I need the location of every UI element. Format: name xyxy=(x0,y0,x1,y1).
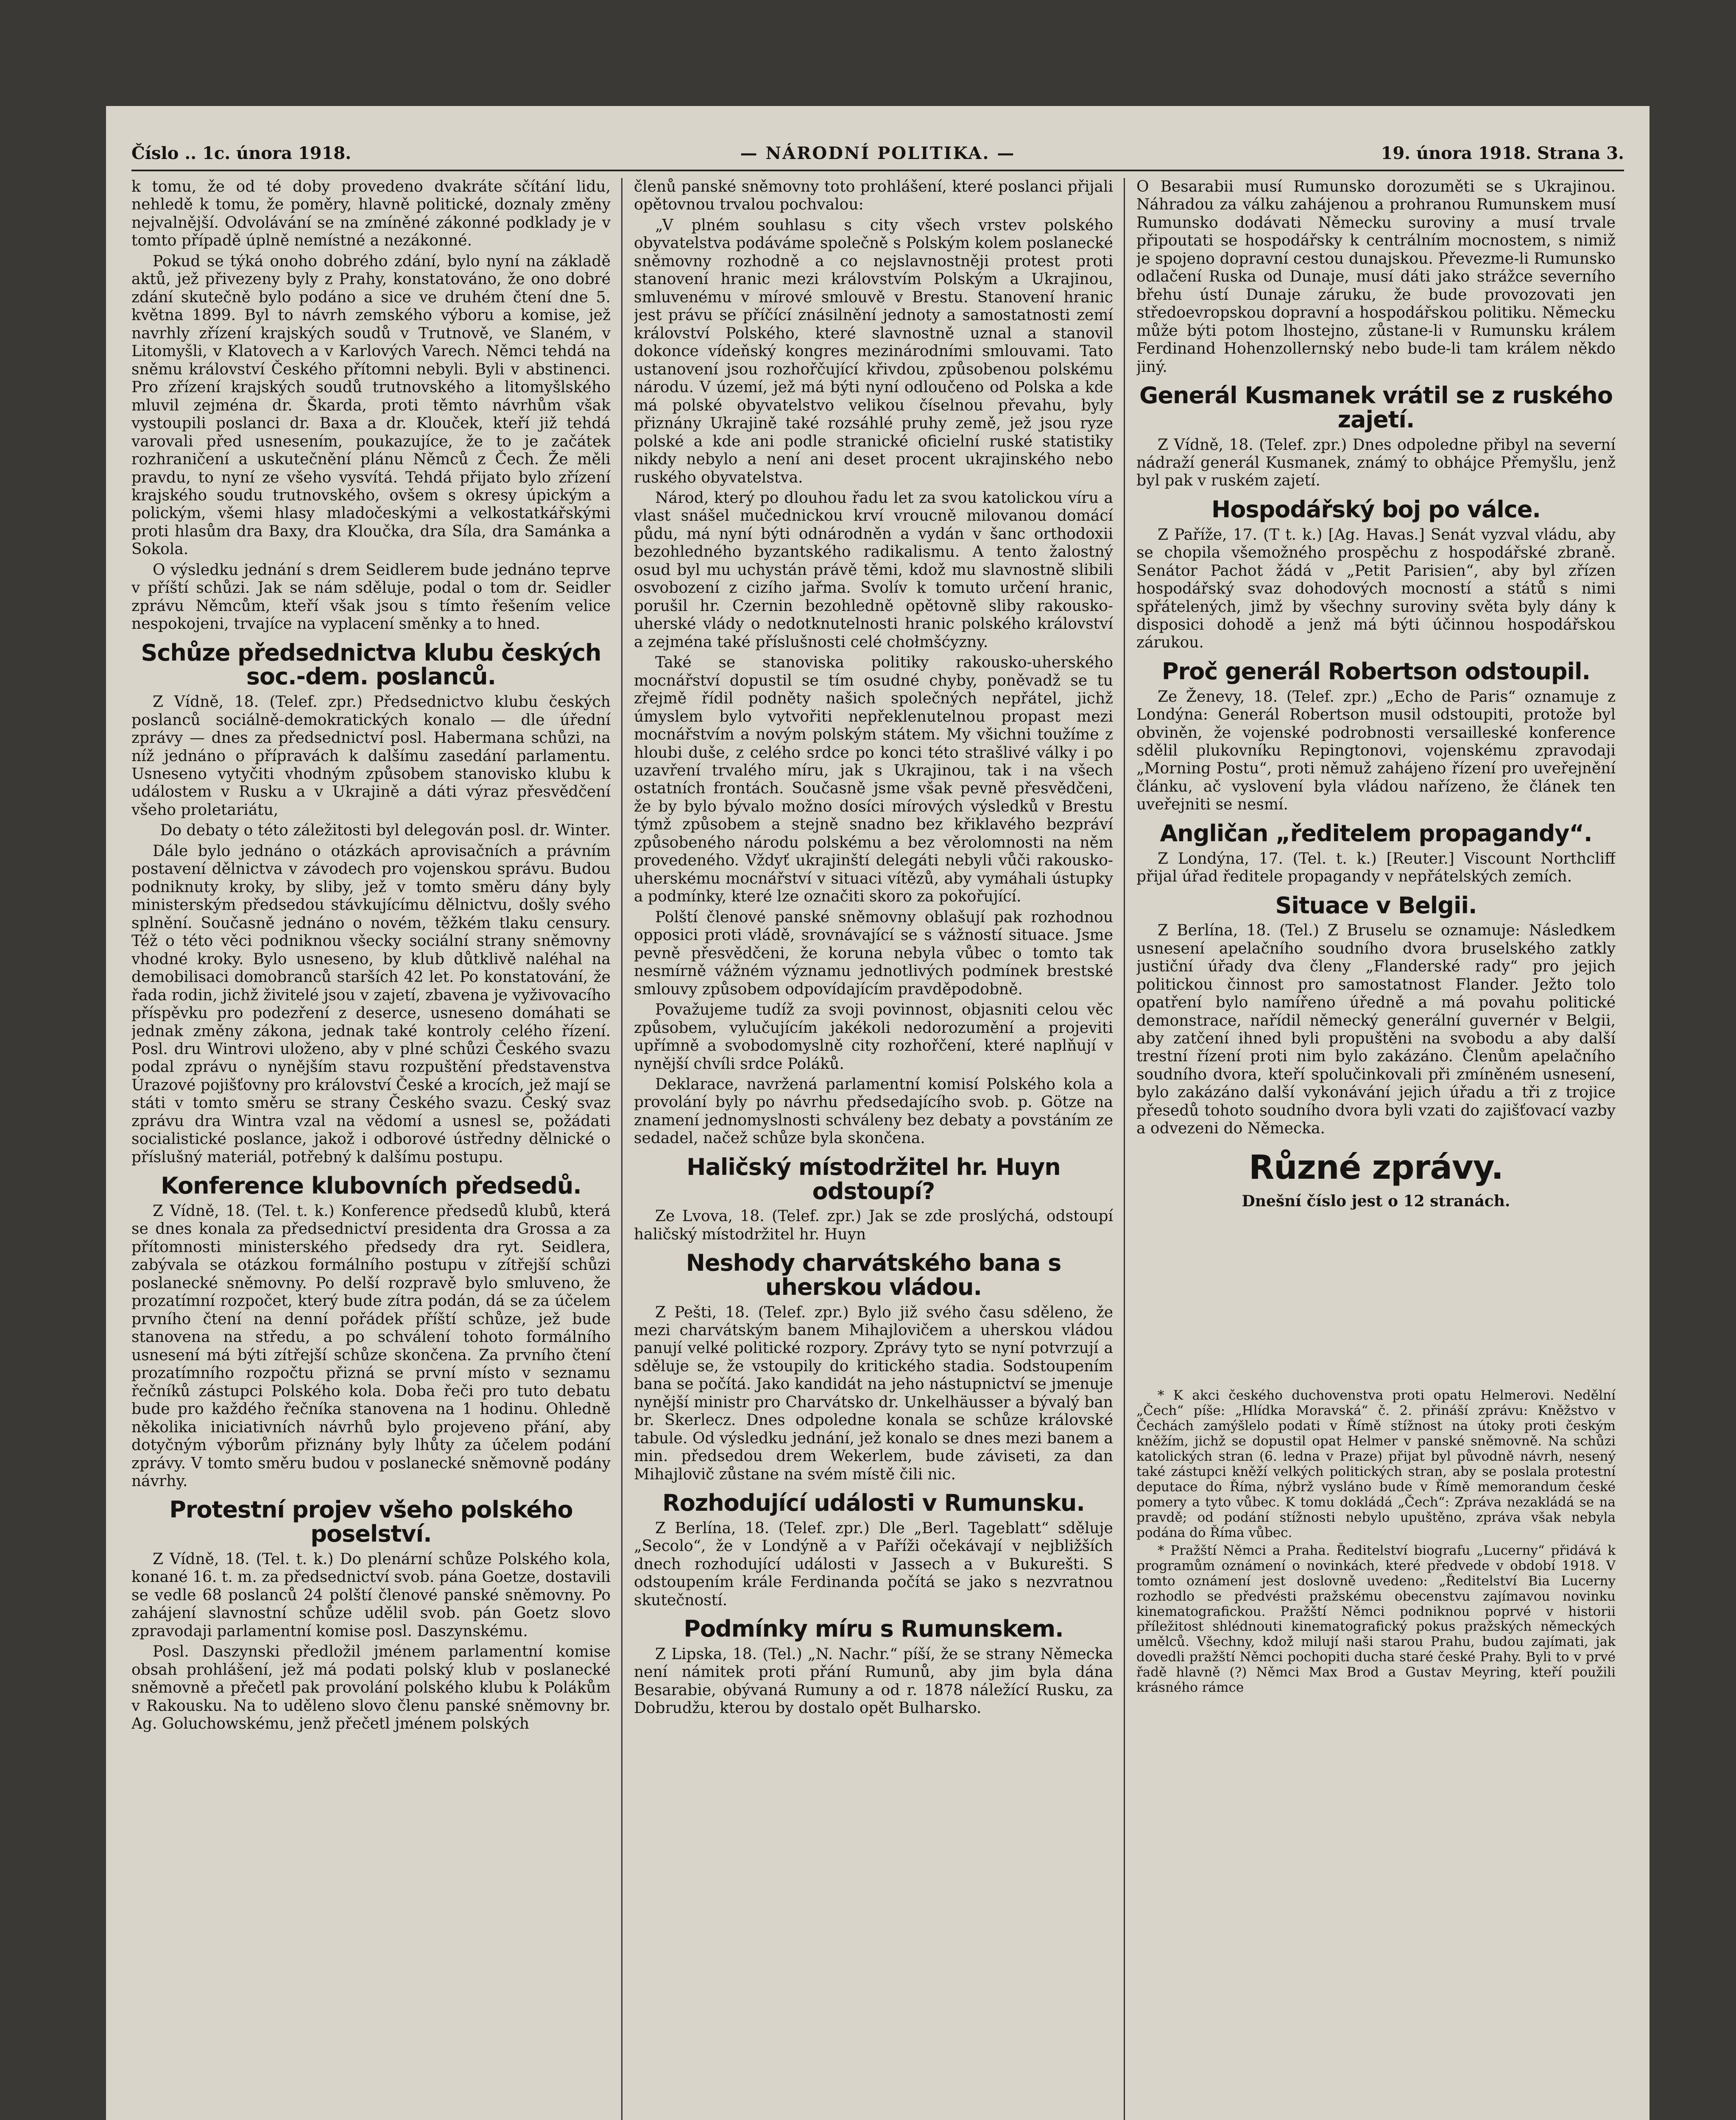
column-rule xyxy=(1124,178,1125,2120)
article-paragraph: Ze Lvova, 18. (Telef. zpr.) Jak se zde proslýchá, odstoupí haličský místodržitel hr. Huyn xyxy=(634,1208,1113,1243)
page-count-note: Dnešní číslo jest o 12 stranách. xyxy=(1242,1192,1510,1210)
news-item: * Pražští Němci a Praha. Ředitelství biografu „Lucerny“ přidává k programům oznámení o novinkách, které předvede v období 1918. V tomto oznámení jest doslovně uvedeno: „Ředitelství Bia Lucerny rozhodlo se předvésti pražskému obecenstvu zajímavou novinku kinematografickou. Pražští Němci podniknou poprvé v historii příležitost shlédnouti kinematografický pokus pražských německých umělců. Všechny, kdož milují naši starou Prahu, budou zajímati, jak dovedli pražští Němci pochopiti ducha staré české Prahy. Byli to v prvé řadě hlavně (?) Němci Max Brod a Gustav Meyring, kteří použili krásného rámce xyxy=(1136,1543,1616,1696)
article-paragraph: Také se stanoviska politiky rakousko-uherského mocnářství dopustil se tím osudné chyby, poněvadž se tu zřejmě řídil podněty našich společných nepřátel, jichž úmyslem bylo vytvořiti nepřeklenutelnou propast mezi mocnářstvím a novým polským státem. My všichni toužíme z hloubi duše, z celého srdce po konci této strašlivé války i po uzavření trvalého míru, jak s Ukrajinou, tak i na všech ostatních frontách. Současně jsme však pevně přesvědčeni, že by bylo bývalo možno dosíci mírových výsledků v Brestu týmž způsobem a stejně snadno bez křiklavého bezpráví způsobeného národu polskému a bez věrolomnosti na něm provedeného. Vždyť ukrajinští delegáti nebyli vůči rakousko-uherskému mocnářství v situaci vítězů, aby vymáhali ústupky a podmínky, které lze označiti skoro za pokořující. xyxy=(634,654,1113,906)
headline: Generál Kusmanek vrátil se z ruského zajetí. xyxy=(1139,382,1613,433)
article-paragraph: Ze Ženevy, 18. (Telef. zpr.) „Echo de Paris“ oznamuje z Londýna: Generál Robertson musil odstoupiti, protože byl obviněn, že vojenské podrobnosti versailleské konference sdělil plukovníku Repingtonovi, vojenskému zpravodaji „Morning Postu“, proti němuž zahájeno řízení pro uveřejnění článku, ač vyslovení byla vládou nařízeno, že článek ten uveřejniti se nesmí. xyxy=(1136,688,1616,814)
article-paragraph: Z Paříže, 17. (T t. k.) [Ag. Havas.] Senát vyzval vládu, aby se chopila všemožného prospěchu z hospodářské zbraně. Senátor Pachot žádá v „Petit Parisien“, aby byl zřízen hospodářský svaz dohodových mocností a států s nimi spřátelených, jimž by všechny suroviny světa byly dány k disposici dohodě a jenž má býti účinnou hospodářskou zárukou. xyxy=(1136,526,1616,652)
masthead xyxy=(131,140,1624,171)
headline: Situace v Belgii. xyxy=(1275,892,1477,919)
news-item: * K akci českého duchovenstva proti opatu Helmerovi. Nedělní „Čech“ píše: „Hlídka Moravská“ č. 2. přináší zprávu: Kněžstvo v Čechách zamýšlelo podati v Římě stížnost na útoky proti českým kněžím, jichž se dopustil opat Helmer v panské sněmovně. Na schůzi katolických stran (6. ledna v Praze) přijat byl původně návrh, nesený také zástupci kněží velkých politických stran, aby se poslala protestní deputace do Říma, nýbrž vysláno bude v Římě memorandum české pomery a tyto vůbec. K tomu dokládá „Čech“: Zpráva nezakládá se na pravdě; od podání stížnosti nebylo upuštěno, zpráva však nebyla podána do Říma vůbec. xyxy=(1136,1388,1616,1540)
article-paragraph: Pokud se týká onoho dobrého zdání, bylo nyní na základě aktů, jež přivezeny byly z Prahy, konstatováno, že ono dobré zdání skutečně bylo podáno a sice ve druhém čtení dne 5. května 1899. Byl to návrh zemského výboru a komise, jež navrhly zřízení krajských soudů v Trutnově, ve Slaném, v Litomyšli, v Klatovech a v Karlových Varech. Němci tehdá na sněmu království Českého přítomni nebyli. Byli v abstinenci. Pro zřízení krajských soudů trutnovského a litomyšlského mluvil zejména dr. Škarda, proti těmto návrhům však vystoupili poslanci dr. Baxa a dr. Klouček, kteří již tehdá varovali před usnesením, poukazujíce, že to je začátek rozhraničení a uskutečnění plánu Němců z Čech. Že měli pravdu, to nyní ze všeho vysvítá. Tehdá přijato bylo zřízení krajského soudu trutnovského, ovšem s okresy úpickým a polickým, všemi hlasy mladočeskými a velkostatkářskými proti hlasům dra Baxy, dra Kloučka, dra Síla, dra Samánka a Sokola. xyxy=(131,252,611,558)
article-paragraph: členů panské sněmovny toto prohlášení, které poslanci přijali opětovnou trvalou pochvalou: xyxy=(634,178,1113,214)
headline: Podmínky míru s Rumunskem. xyxy=(684,1615,1063,1643)
headline: Neshody charvátského bana s uherskou vládou. xyxy=(686,1250,1061,1300)
newspaper-page xyxy=(106,106,1649,2120)
column-2 xyxy=(634,178,1113,2120)
article-paragraph: O Besarabii musí Rumunsko dorozuměti se s Ukrajinou. Náhradou za válku zahájenou a prohranou Rumunskem musí Rumunsko dodávati Německu suroviny a musí trvale připoutati se hospodářsky k centrálním mocnostem, s nimiž je spojeno dopravní cestou dunajskou. Převezme-li Rumunsko odlačení Ruska od Dunaje, musí dáti jako strážce severního břehu ústí Dunaje záruku, že bude provozovati jen středoevropskou dopravní a hospodářskou politiku. Německu může býti potom lhostejno, zůstane-li v Rumunsku králem Ferdinand Hohenzollernský nebo bude-li tam králem někdo jiný. xyxy=(1136,178,1616,376)
column-rule xyxy=(621,178,622,2120)
headline: Hospodářský boj po válce. xyxy=(1211,496,1541,523)
headline: Konference klubovních předsedů. xyxy=(161,1172,581,1199)
article-paragraph: Z Vídně, 18. (Tel. t. k.) Do plenární schůze Polského kola, konané 16. t. m. za předsednictví svob. pána Goetze, dostavili se vedle 68 poslanců 24 polští členové panské sněmovny. Po zahájení slavnostní schůze udělil svob. pán Goetz slovo zpravodaji parlamentní komise posl. Daszynskému. xyxy=(131,1550,611,1640)
article-paragraph: Polští členové panské sněmovny oblašují pak rozhodnou opposici proti vládě, srovnávající se s vážností situace. Jsme pevně přesvědčeni, že koruna nebyla vůbec o tomto tak nesmírně vážném významu jednotlivých podmínek brestské smlouvy způsobem odpovídajícím pravděpodobně. xyxy=(634,908,1113,998)
article-paragraph: Z Berlína, 18. (Telef. zpr.) Dle „Berl. Tageblatt“ sděluje „Secolo“, že v Londýně a v Paříži očekávají v nejbližších dnech rozhodující události v Jassech a v Bukurešti. S odstoupením krále Ferdinanda počítá se jako s nezvratnou skutečností. xyxy=(634,1519,1113,1609)
headline: Rozhodující události v Rumunsku. xyxy=(662,1490,1085,1517)
headline: Angličan „ředitelem propagandy“. xyxy=(1160,820,1592,847)
headline: Protestní projev všeho polského poselství. xyxy=(169,1496,573,1548)
headline: Proč generál Robertson odstoupil. xyxy=(1161,658,1591,685)
article-paragraph: Z Lipska, 18. (Tel.) „N. Nachr.“ píší, že se strany Německa není námitek proti přání Rumunů, aby jim byla dána Besarabie, obývaná Rumuny a od r. 1878 náležící Rusku, za Dobrudžu, kterou by dostalo opět Bulharsko. xyxy=(634,1645,1113,1717)
article-paragraph: k tomu, že od té doby provedeno dvakráte sčítání lidu, nehledě k tomu, že poměry, hlavně politické, doznaly změny nejvalnější. Odvolávání se na zmíněné zákonné podklady je v tomto případě úplně nemístné a nezákonné. xyxy=(131,178,611,250)
article-paragraph: Deklarace, navržená parlamentní komisí Polského kola a provolání byly po návrhu předsedajícího svob. p. Götze na znamení jednomyslnosti schváleny bez debaty a povstáním ze sedadel, načež schůze byla skončena. xyxy=(634,1075,1113,1147)
section-title: Různé zprávy. xyxy=(1248,1148,1504,1187)
article-paragraph: Dále bylo jednáno o otázkách aprovisačních a právním postavení dělnictva v závodech pro vojenskou správu. Budou podniknuty kroky, by sliby, jež v tomto směru dány byly ministerským předsedou stávkujícímu dělnictvu, došly svého splnění. Současně jednáno o novém, těžkém tlaku censury. Též o této věci podniknou všecky sociální strany sněmovny vhodné kroky. Bylo usneseno, by klub důtklivě naléhal na demobilisaci domobranců starších 42 let. Po konstatování, že řada rodin, jichž živitelé jsou v zajetí, zbavena je vyživovacího příspěvku pro podezření z deserce, usneseno domáhati se jednak změny zákona, jednak také kontroly celého řízení. Posl. dru Wintrovi uloženo, aby v plné schůzi Českého svazu podal zprávu o nynějším stavu rozpuštění představenstva Úrazové pojišťovny pro království České a krocích, jež mají se státi v tomto směru se strany Českého svazu. Český svaz zprávu dra Wintra vzal na vědomí a usnesl se, požádati socialistické poslance, jakož i odborové ústředny dělnické o příslušný materiál, potřebný k dalšímu postupu. xyxy=(131,842,611,1166)
headline: Haličský místodržitel hr. Huyn odstoupí? xyxy=(687,1153,1061,1205)
issue-info: Číslo .. 1c. února 1918. xyxy=(131,143,352,163)
article-paragraph: Do debaty o této záležitosti byl delegován posl. dr. Winter. xyxy=(160,822,611,840)
date-page: 19. února 1918. Strana 3. xyxy=(1381,143,1624,163)
article-paragraph: Posl. Daszynski předložil jménem parlamentní komise obsah prohlášení, jež má podati polský klub v poslanecké sněmovně a přečetl pak provolání polského klubu k Polákům v Rakousku. Na to uděleno slovo členu panské sněmovny br. Ag. Goluchowskému, jenž přečetl jménem polských xyxy=(131,1643,611,1733)
article-paragraph: Z Berlína, 18. (Tel.) Z Bruselu se oznamuje: Následkem usnesení apelačního soudního dvora bruselského zatkly justiční úřady dva členy „Flanderské rady“ pro jejich politickou činnost pro samostatnost Flander. Ježto tolo opatření bylo namířeno úředně a má povahu politické demonstrace, nařídil německý generální guvernér v Belgii, aby zatčení ihned byli propuštěni na svobodu a aby další trestní řízení proti nim bylo zakázáno. Členům apelačního soudního dvora, kteří spolučinkovali při zmíněném usnesení, bylo zakázáno další vykonávání jejich úřadu a tři z trojice přesedů tohoto soudního dvora byli vzati do zajišťovací vazby a odvezeni do Německa. xyxy=(1136,922,1616,1138)
article-paragraph: O výsledku jednání s drem Seidlerem bude jednáno teprve v příští schůzi. Jak se nám sděluje, podal o tom dr. Seidler zprávu Němcům, kteří však jsou s tímto řešením velice nespokojeni, trvajíce na vyplacení směnky a to hned. xyxy=(131,561,611,633)
article-paragraph: Z Vídně, 18. (Telef. zpr.) Dnes odpoledne přibyl na severní nádraží generál Kusmanek, známý to obhájce Přemyšlu, jenž byl pak v ruském zajetí. xyxy=(1136,436,1616,490)
column-3 xyxy=(1136,178,1616,2120)
article-paragraph: Považujeme tudíž za svoji povinnost, objasniti celou věc způsobem, vylučujícím jakékoli nedorozumění a projeviti upřímně a svobodomyslně city rozhořčení, které naplňují v nynější chvíli srdce Poláků. xyxy=(634,1001,1113,1073)
article-paragraph: Z Londýna, 17. (Tel. t. k.) [Reuter.] Viscount Northcliff přijal úřad ředitele propagandy v nepřátelských zemích. xyxy=(1136,850,1616,886)
article-paragraph: Z Vídně, 18. (Tel. t. k.) Konference předsedů klubů, která se dnes konala za předsednictví presidenta dra Grossa a za přítomnosti ministerského předsedy dra ryt. Seidlera, zabývala se otázkou formálního postupu v zítřejší schůzi poslanecké sněmovny. Po delší rozpravě bylo smluveno, že prozatímní rozpočet, který bude zítra podán, dá se za účelem prvního čtení na denní pořádek příští schůze, jež bude stanovena na středu, a po schválení tohoto formálního usnesení má býti zítřejší schůze skončena. Za prvního čtení prozatímního rozpočtu přizná se první místo v seznamu řečníků zástupci Polského kola. Doba řeči pro tuto debatu bude pro každého řečníka stanovena na 1 hodinu. Ohledně několika iniciativních návrhů bylo projeveno přání, aby dotyčným výborům přiznány byly lhůty za účelem podání zprávy. V tomto směru budou v poslanecké sněmovně podány návrhy. xyxy=(131,1202,611,1490)
article-paragraph: Z Vídně, 18. (Telef. zpr.) Předsednictvo klubu českých poslanců sociálně-demokratických konalo — dle úřední zprávy — dnes za předsednictví posl. Habermana schůzi, na níž jednáno o přípravách k dalšímu zasedání parlamentu. Usneseno vytyčiti vhodným způsobem stanovisko klubu k událostem v Rusku a v Ukrajině a dáti výraz přesvědčení všeho proletariátu, xyxy=(131,693,611,819)
article-paragraph: Národ, který po dlouhou řadu let za svou katolickou víru a vlast snášel mučednickou krví vroucně milovanou domácí půdu, má nyní býti odnárodněn a vydán v šanc orthodoxii bezohledného byzantského radikalismu. A tento žalostný osud byl mu uchystán právě těmi, kdož mu slavnostně slibili osvobození z cizího jařma. Svolív k tomuto určení hranic, porušil hr. Czernin bezohledně opětovně sliby rakousko-uherské vlády o nedotknutelnosti hranic polského království a zejména také příslušnosti celé chołmšćyzny. xyxy=(634,489,1113,651)
article-paragraph: „V plném souhlasu s city všech vrstev polského obyvatelstva podáváme společně s Polským kolem poslanecké sněmovny rozhodně a co nejslavnostněji protest proti stanovení hranic mezi královstvím Polským a Ukrajinou, smluvenému v mírové smlouvě v Brestu. Stanovení hranic jest právu se příčící znásilnění jednoty a samostatnosti zemí království Polského, které slavnostně uznal a stanovil dokonce vídeňský kongres mezinárodními smlouvami. Tato ustanovení jsou rozhořčující křivdou, způsobenou polskému národu. V území, jež má býti nyní odloučeno od Polska a kde má polské obyvatelstvo velikou číselnou převahu, byly přiznány Ukrajině také rozsáhlé pruhy země, jež jsou ryze polské a kde ani podle stranické oficielní ruské statistiky nikdy nebylo a není ani deset procent ukrajinského nebo ruského obyvatelstva. xyxy=(634,216,1113,486)
column-1 xyxy=(131,178,611,2120)
headline: Schůze předsednictva klubu českých soc.-dem. poslanců. xyxy=(141,639,601,690)
article-paragraph: Z Pešti, 18. (Telef. zpr.) Bylo již svého času sděleno, že mezi charvátským banem Mihajlovičem a uherskou vládou panují velké politické rozpory. Zprávy tyto se nyní potvrzují a sděluje se, že vstoupily do kritického stadia. Sodstoupením bana se počítá. Jako kandidát na jeho nástupnictví se jmenuje nynější ministr pro Charvátsko dr. Unkelhäusser a bývalý ban br. Skerlecz. Dnes odpoledne konala se schůze královské tabule. Od výsledku jednání, jež konalo se dnes mezi banem a min. předsedou drem Wekerlem, bude záviseti, za dan Mihajlovič zůstane na svém místě čili nic. xyxy=(634,1303,1113,1483)
newspaper-title: — NÁRODNÍ POLITIKA. — xyxy=(740,143,1016,163)
